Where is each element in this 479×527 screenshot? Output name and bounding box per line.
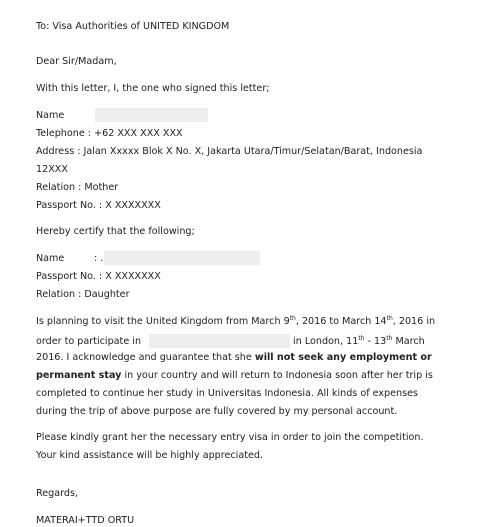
body-text: in your country and will return to Indonesia soon after her trip is (121, 370, 433, 381)
subject-relation: Relation : Daughter (36, 289, 130, 300)
signer-address-line2: 12XXX (36, 164, 68, 175)
body-text: in London, 11 (293, 336, 359, 347)
subject-passport: Passport No. : X XXXXXXX (36, 271, 161, 282)
ordinal-suffix: th (386, 335, 393, 342)
body-p1-line2 (36, 334, 425, 348)
signer-telephone: Telephone : +62 XXX XXX XXX (36, 128, 183, 139)
body-text: Is planning to visit the United Kingdom from March 9 (36, 316, 290, 327)
closing-regards: Regards, (36, 488, 79, 499)
body-text: , 2016 in (392, 316, 436, 327)
signer-name-redaction (95, 108, 208, 122)
signer-passport: Passport No. : X XXXXXXX (36, 200, 161, 211)
body-p1-line1 (36, 316, 435, 328)
event-name-redaction (149, 334, 290, 348)
signer-relation: Relation : Mother (36, 182, 119, 193)
subject-name-colon: : . (94, 253, 104, 264)
ordinal-suffix: th (289, 315, 296, 322)
salutation: Dear Sir/Madam, (36, 56, 117, 67)
body-text: - 13 (364, 336, 387, 347)
signer-name-label: Name (36, 110, 65, 121)
emphasis-text: will not seek any employment or (254, 352, 432, 363)
certify-line: Hereby certify that the following; (36, 226, 195, 237)
emphasis-text: permanent stay (36, 370, 122, 381)
body-p2-line2: Your kind assistance will be highly appreciated. (36, 450, 264, 461)
body-p1-line4 (36, 370, 433, 382)
subject-name-label: Name (36, 253, 65, 264)
ordinal-suffix: th (386, 315, 393, 322)
body-text: order to participate in (36, 336, 142, 347)
recipient-line: To: Visa Authorities of UNITED KINGDOM (36, 21, 230, 32)
body-p1-line6: during the trip of above purpose are fully covered by my personal account. (36, 406, 398, 417)
body-p2-line1: Please kindly grant her the necessary entry visa in order to join the competition. (36, 432, 424, 443)
signer-name-row (36, 110, 97, 122)
body-p1-line5: completed to continue her study in Universitas Indonesia. All kinds of expenses (36, 388, 419, 399)
subject-name-redaction (104, 251, 260, 265)
body-text: , 2016 to March 14 (295, 316, 387, 327)
ordinal-suffix: th (358, 335, 365, 342)
body-p1-line3 (36, 352, 432, 364)
signature-placeholder: MATERAI+TTD ORTU (36, 515, 135, 526)
signer-address-line1: Address : Jalan Xxxxx Blok X No. X, Jakarta Utara/Timur/Selatan/Barat, Indonesia (36, 146, 423, 157)
intro-line: With this letter, I, the one who signed this letter; (36, 83, 270, 94)
subject-name-row (36, 253, 103, 265)
body-text: March (392, 336, 425, 347)
body-text: 2016. I acknowledge and guarantee that she (36, 352, 255, 363)
